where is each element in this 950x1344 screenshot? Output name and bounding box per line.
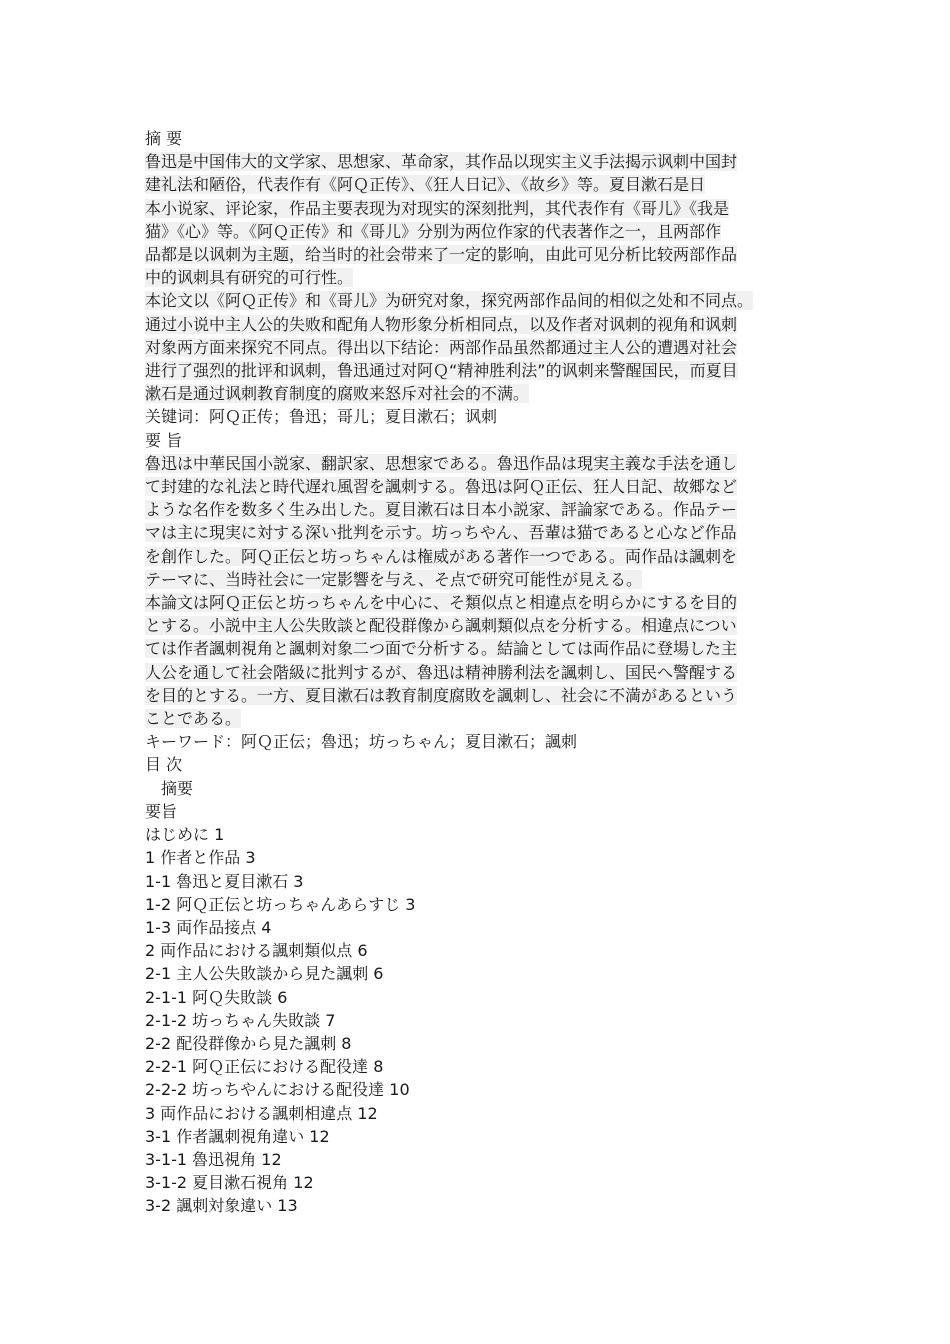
abstract-cn-paragraph-2	[145, 289, 835, 405]
toc-item[interactable]: 2-1-1 阿Ｑ失敗談 6	[145, 987, 288, 1007]
toc-item[interactable]: 2 両作品における諷刺類似点 6	[145, 941, 368, 961]
toc-item[interactable]: 1-3 両作品接点 4	[145, 917, 272, 937]
toc-section	[145, 753, 835, 1217]
toc-item[interactable]: 3-2 諷刺対象違い 13	[145, 1196, 298, 1216]
toc-item[interactable]: 1-1 魯迅と夏目漱石 3	[145, 871, 304, 891]
abstract-cn-heading: 摘 要	[145, 129, 183, 148]
abstract-jp-keywords: キーワード：阿Ｑ正伝；魯迅；坊っちゃん；夏目漱石；諷刺	[145, 732, 578, 752]
toc-item[interactable]: 1-2 阿Ｑ正伝と坊っちゃんあらすじ 3	[145, 894, 416, 914]
toc-item[interactable]: 2-2-1 阿Ｑ正伝における配役達 8	[145, 1057, 384, 1077]
toc-item[interactable]: 2-2-2 坊っちやんにおける配役達 10	[145, 1080, 410, 1100]
abstract-cn-section	[145, 127, 835, 429]
toc-item[interactable]: はじめに 1	[145, 825, 225, 845]
toc-item[interactable]: 3-1 作者諷刺視角違い 12	[145, 1126, 330, 1146]
toc-item[interactable]: 摘要	[161, 778, 194, 798]
toc-list	[145, 777, 835, 1218]
toc-item[interactable]: 3-1-2 夏目漱石視角 12	[145, 1173, 314, 1193]
toc-item[interactable]: 2-1-2 坊っちゃん失敗談 7	[145, 1010, 336, 1030]
abstract-cn-paragraph-2-text: 本论文以《阿Ｑ正传》和《哥儿》为研究对象，探究两部作品间的相似之处和不同点。 通过小说中主人公的失败和配角人物形象分析相同点，以及作者对讽刺的视角和讽刺 对象两方面来探究不同点。得出以下结论：两部作品虽然都通过主人公的遭遇对社会 进行了强烈的批评和讽刺，鲁迅通过对阿Ｑ“精神胜利法”的讽刺来警醒国民，而夏目 漱石是通过讽刺教育制度的腐败来怒斥对社会的不满。	[145, 291, 754, 404]
abstract-jp-heading: 要 旨	[145, 430, 183, 450]
abstract-jp-paragraph-1-text: 魯迅は中華民国小説家、翻訳家、思想家である。魯迅作品は現実主義な手法を通し て封建的な礼法と時代遅れ風習を諷刺する。魯迅は阿Ｑ正伝、狂人日記、故郷など ような名作を数多く生み出した。夏目漱石は日本小説家、評論家である。作品テー マは主に現実に対する深い批判を示す。坊っちやん、吾輩は猫であると心など作品 を創作した。阿Ｑ正伝と坊っちゃんは権威がある著作一つである。両作品は諷刺を テーマに、当時社会に一定影響を与え、そ点で研究可能性が見える。	[145, 453, 738, 589]
toc-heading: 目 次	[145, 755, 183, 775]
toc-item[interactable]: 3-1-1 魯迅視角 12	[145, 1149, 282, 1169]
abstract-jp-paragraph-2-text: 本論文は阿Ｑ正伝と坊っちゃんを中心に、そ類似点と相違点を明らかにするを目的 とする。小説中主人公失敗談と配役群像から諷刺類似点を分析する。相違点につい ては作者諷刺視角と諷刺対象二つ面で分析する。結論としては両作品に登場した主 人公を通して社会階級に批判するが、魯迅は精神勝利法を諷刺し、国民へ警醒する を目的とする。一方、夏目漱石は教育制度腐敗を諷刺し、社会に不満があるという ことである。	[145, 593, 738, 729]
toc-item[interactable]: 2-1 主人公失敗談から見た諷刺 6	[145, 964, 384, 984]
toc-item[interactable]: 1 作者と作品 3	[145, 848, 256, 868]
abstract-cn-keywords: 关键词：阿Ｑ正传；鲁迅；哥儿；夏目漱石；讽刺	[145, 407, 498, 427]
abstract-jp-section	[145, 429, 835, 754]
abstract-cn-paragraph-1	[145, 150, 835, 289]
abstract-cn-paragraph-1-text: 鲁迅是中国伟大的文学家、思想家、革命家，其作品以现实主义手法揭示讽刺中国封 建礼法和陋俗，代表作有《阿Ｑ正传》、《狂人日记》、《故乡》等。夏目漱石是日 本小说家、评论家，作品主要表现为对现实的深刻批判，其代表作有《哥儿》《我是 猫》《心》等。《阿Ｑ正传》和《哥儿》分别为两位作家的代表著作之一，且两部作 品都是以讽刺为主题，给当时的社会带来了一定的影响，由此可见分析比较两部作品 中的讽刺具有研究的可行性。	[145, 152, 738, 288]
toc-item[interactable]: 2-2 配役群像から見た諷刺 8	[145, 1033, 352, 1053]
document-body	[145, 127, 835, 1218]
toc-item[interactable]: 要旨	[145, 801, 178, 821]
toc-item[interactable]: 3 両作品における諷刺相違点 12	[145, 1103, 378, 1123]
abstract-jp-paragraph-1	[145, 452, 835, 591]
abstract-jp-paragraph-2	[145, 591, 835, 730]
